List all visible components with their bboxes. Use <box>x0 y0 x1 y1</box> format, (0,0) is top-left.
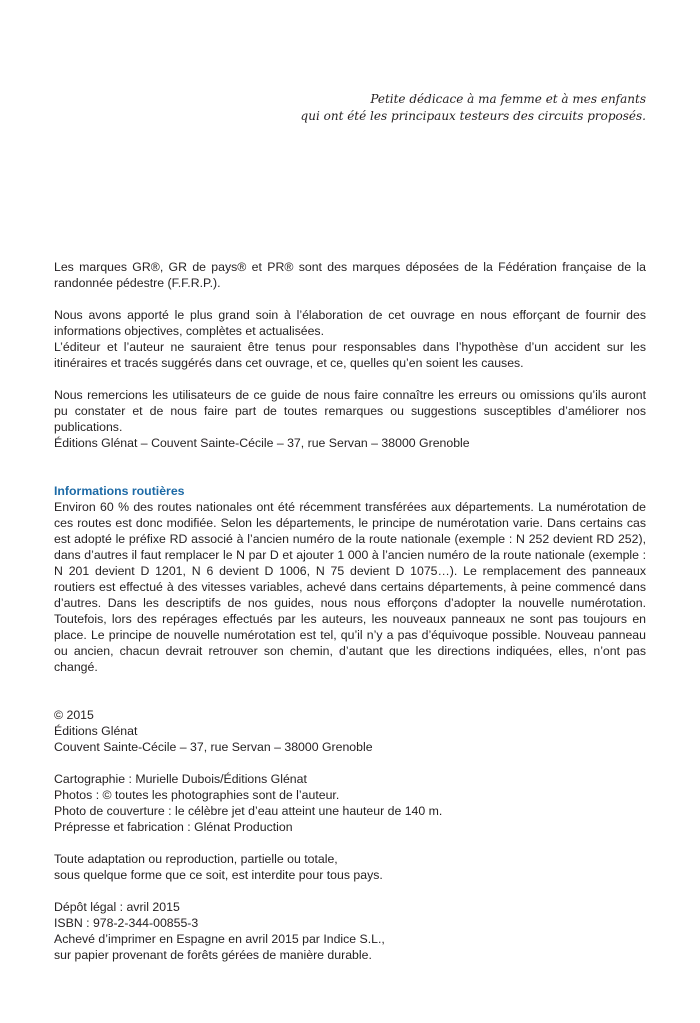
thanks-text: Nous remercions les utilisateurs de ce guide de nous faire connaître les erreurs ou omissions qu’ils auront pu constater et de nous faire part de toutes remarques ou suggestions susceptibles d’améliorer nos publications. <box>54 388 646 434</box>
acknowledgements <box>54 387 646 451</box>
rights-line: sous quelque forme que ce soit, est interdite pour tous pays. <box>54 868 383 882</box>
copyright-block <box>54 707 646 755</box>
disclaimer-text: Nous avons apporté le plus grand soin à l’élaboration de cet ouvrage en nous efforçant de fournir des informations objectives, complètes et actualisées. <box>54 308 646 338</box>
rights-block <box>54 851 646 883</box>
credit-line: Cartographie : Murielle Dubois/Éditions Glénat <box>54 772 307 786</box>
legal-line: Dépôt légal : avril 2015 <box>54 900 180 914</box>
trademark-text: Les marques GR®, GR de pays® et PR® sont des marques déposées de la Fédération française de la randonnée pédestre (F.F.R.P.). <box>54 260 646 290</box>
road-information <box>54 483 646 675</box>
disclaimer <box>54 307 646 371</box>
legal-line: sur papier provenant de forêts gérées de manière durable. <box>54 948 372 962</box>
credit-line: Photo de couverture : le célèbre jet d’eau atteint une hauteur de 140 m. <box>54 804 443 818</box>
dedication-line: qui ont été les principaux testeurs des circuits proposés. <box>300 109 646 123</box>
trademark-notice <box>54 259 646 291</box>
road-info-body: Environ 60 % des routes nationales ont été récemment transférées aux départements. La numérotation de ces routes est donc modifiée. Selon les départements, le principe de numérotation varie. Dans certains cas est adopté le préfixe RD associé à l’ancien numéro de la route nationale (exemple : N 252 devient RD 252), dans d’autres il faut remplacer le N par D et ajouter 1 000 à l’ancien numéro de la route nationale (exemple : N 201 devient D 1201, N 6 devient D 1006, N 75 devient D 1075…). Le remplacement des panneaux routiers est effectué à des vitesses variables, achevé dans certains départements, à peine commencé dans d’autres. Dans les descriptifs de nos guides, nous nous efforçons d’adopter la nouvelle numérotation. Toutefois, lors des repérages effectués par les auteurs, les nouveaux panneaux ne sont pas toujours en place. Le principe de nouvelle numérotation est tel, qu’il n’y a pas d’équivoque possible. Nouveau panneau ou ancien, chacun devrait retrouver son chemin, d’autant que les directions indiquées, elles, n’ont pas changé. <box>54 500 646 674</box>
publisher-address: Éditions Glénat – Couvent Sainte-Cécile – 37, rue Servan – 38000 Grenoble <box>54 436 470 450</box>
legal-line: ISBN : 978-2-344-00855-3 <box>54 916 199 930</box>
credit-line: Prépresse et fabrication : Glénat Production <box>54 820 293 834</box>
copyright-line: Couvent Sainte-Cécile – 37, rue Servan – 38000 Grenoble <box>54 740 373 754</box>
credit-line: Photos : © toutes les photographies sont de l’auteur. <box>54 788 340 802</box>
disclaimer-text: L’éditeur et l’auteur ne sauraient être tenus pour responsables dans l’hypothèse d’un accident sur les itinéraires et tracés suggérés dans cet ouvrage, et ce, quelles qu’en soient les causes. <box>54 340 646 370</box>
legal-block <box>54 899 646 963</box>
legal-line: Achevé d’imprimer en Espagne en avril 2015 par Indice S.L., <box>54 932 385 946</box>
copyright-line: Éditions Glénat <box>54 724 138 738</box>
credits-block <box>54 771 646 835</box>
copyright-line: © 2015 <box>54 708 94 722</box>
dedication <box>226 91 646 125</box>
road-info-heading: Informations routières <box>54 484 185 498</box>
dedication-line: Petite dédicace à ma femme et à mes enfants <box>370 92 646 106</box>
rights-line: Toute adaptation ou reproduction, partielle ou totale, <box>54 852 338 866</box>
